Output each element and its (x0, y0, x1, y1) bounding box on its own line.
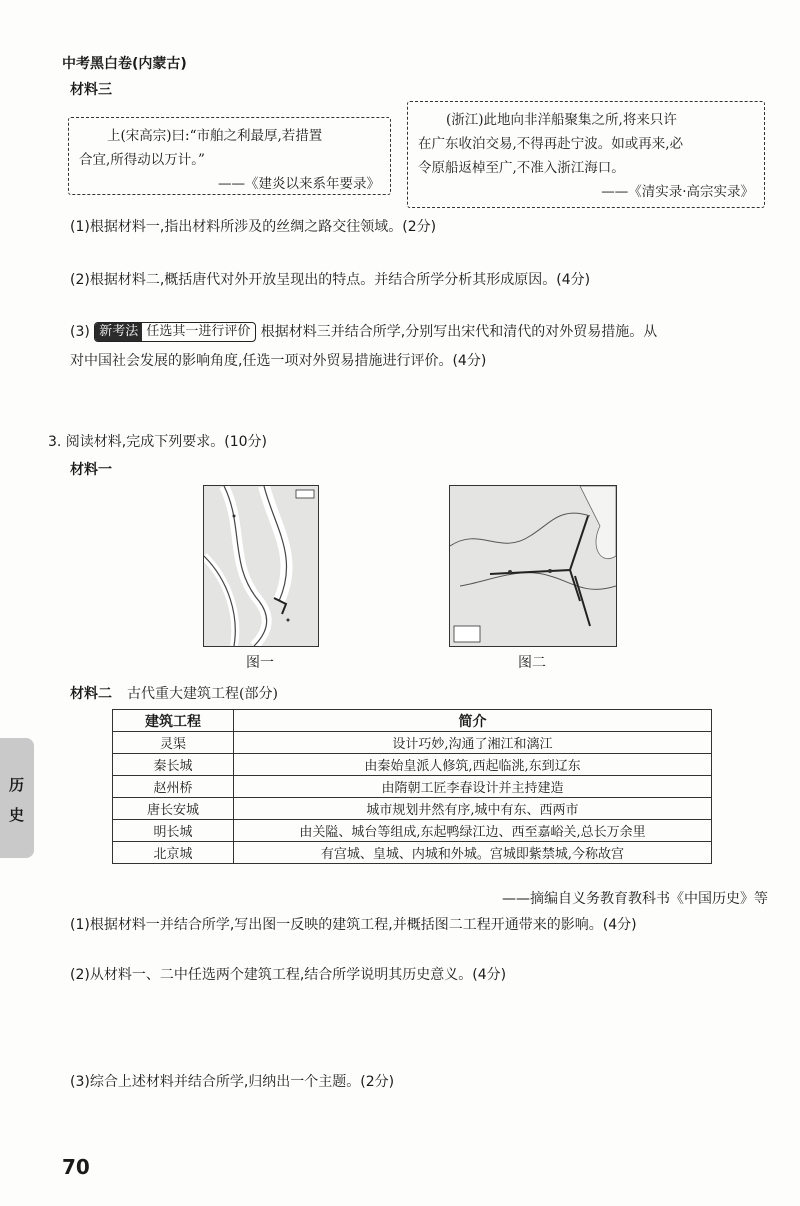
figure2-caption: 图二 (518, 655, 546, 671)
table-cell-desc: 设计巧妙,沟通了湘江和漓江 (234, 732, 712, 754)
page-number: 70 (62, 1155, 90, 1179)
table-row (113, 732, 712, 754)
table-cell-name: 灵渠 (113, 732, 234, 754)
question-2-3 (70, 321, 770, 343)
side-tab-char: 历 (9, 776, 25, 794)
material3-quote-right (407, 101, 765, 208)
table-row (113, 820, 712, 842)
new-method-tag-text: 任选其一进行评价 (146, 324, 251, 339)
figure1-map (203, 485, 319, 647)
quote-right-line1: (浙江)此地向非洋船聚集之所,将来只许 (446, 112, 677, 128)
quote-right-source: ——《清实录·高宗实录》 (601, 184, 754, 200)
quote-left-source: ——《建炎以来系年要录》 (218, 176, 380, 192)
material2-label: 材料二 (70, 686, 112, 702)
table-cell-desc: 城市规划井然有序,城中有东、西两市 (234, 798, 712, 820)
question-2-1: (1)根据材料一,指出材料所涉及的丝绸之路交往领域。(2分) (70, 219, 437, 235)
question-2-2: (2)根据材料二,概括唐代对外开放呈现出的特点。并结合所学分析其形成原因。(4分) (70, 272, 591, 288)
table-cell-name: 赵州桥 (113, 776, 234, 798)
table-cell-name: 秦长城 (113, 754, 234, 776)
figure2-map (449, 485, 617, 647)
table-header-cell: 简介 (234, 710, 712, 732)
quote-left-line1: 上(宋高宗)曰:“市舶之利最厚,若措置 (107, 128, 323, 144)
material1-label: 材料一 (70, 462, 112, 478)
question-3-title: 3. 阅读材料,完成下列要求。(10分) (48, 434, 267, 450)
question-3-3: (3)综合上述材料并结合所学,归纳出一个主题。(2分) (70, 1074, 395, 1090)
table-row (113, 776, 712, 798)
table-header-cell: 建筑工程 (113, 710, 234, 732)
table-row (113, 754, 712, 776)
question-2-3-prefix: (3) (70, 324, 90, 340)
question-2-3-line2: 对中国社会发展的影响角度,任选一项对外贸易措施进行评价。(4分) (70, 353, 487, 369)
side-tab-char: 史 (9, 806, 25, 824)
figure1-caption: 图一 (246, 655, 274, 671)
table-cell-desc: 由秦始皇派人修筑,西起临洮,东到辽东 (234, 754, 712, 776)
figure1-map-drawing (204, 486, 318, 646)
book-header: 中考黑白卷(内蒙古) (62, 56, 187, 72)
material3-label: 材料三 (70, 82, 112, 98)
question-3-2: (2)从材料一、二中任选两个建筑工程,结合所学说明其历史意义。(4分) (70, 967, 507, 983)
table-source: ——摘编自义务教育教科书《中国历史》等 (502, 891, 768, 907)
table-cell-desc: 由关隘、城台等组成,东起鸭绿江边、西至嘉峪关,总长万余里 (234, 820, 712, 842)
table-cell-name: 唐长安城 (113, 798, 234, 820)
quote-right-line2: 在广东收泊交易,不得再赴宁波。如或再来,必 (418, 136, 684, 152)
question-3-1: (1)根据材料一并结合所学,写出图一反映的建筑工程,并概括图二工程开通带来的影响。(4分) (70, 917, 637, 933)
table-cell-name: 明长城 (113, 820, 234, 842)
quote-right-line3: 令原船返棹至广,不准入浙江海口。 (418, 160, 625, 176)
question-2-3-text1: 根据材料三并结合所学,分别写出宋代和清代的对外贸易措施。从 (260, 324, 658, 340)
table-header-row (113, 710, 712, 732)
new-method-tag (94, 322, 256, 342)
table-cell-desc: 有宫城、皇城、内城和外城。宫城即紫禁城,今称故宫 (234, 842, 712, 864)
material2-title: 古代重大建筑工程(部分) (127, 686, 278, 702)
table-row (113, 798, 712, 820)
architecture-table (112, 709, 712, 864)
subject-side-tab (0, 738, 34, 858)
quote-left-line2: 合宜,所得动以万计。” (79, 152, 205, 168)
table-row (113, 842, 712, 864)
material3-quote-left (68, 117, 391, 195)
figure2-map-drawing (450, 486, 616, 646)
new-method-tag-label: 新考法 (95, 323, 142, 341)
table-cell-desc: 由隋朝工匠李春设计并主持建造 (234, 776, 712, 798)
table-cell-name: 北京城 (113, 842, 234, 864)
